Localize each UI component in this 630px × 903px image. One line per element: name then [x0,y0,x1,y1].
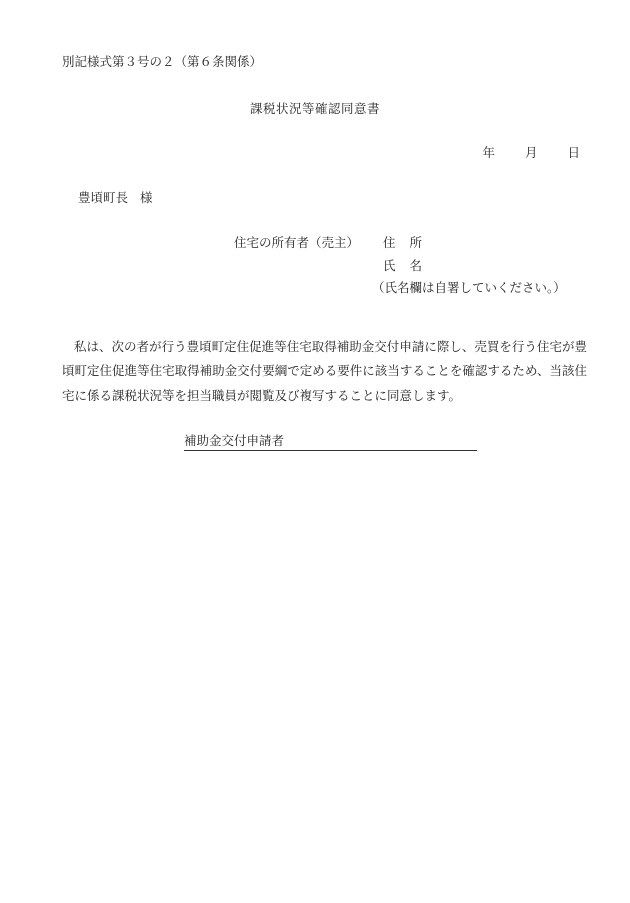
signature-note: （氏名欄は自署していください。） [372,280,566,295]
addressee-honorific: 様 [140,190,153,205]
date-line [482,147,580,160]
name-field-label: 氏 名 [383,258,423,273]
date-month-label: 月 [524,145,538,160]
addressee-name: 豊頃町長 [78,190,129,205]
applicant-label: 補助金交付申請者 [184,433,285,448]
owner-label: 住宅の所有者（売主） [234,235,360,250]
consent-statement: 私は、次の者が行う豊頃町定住促進等住宅取得補助金交付申請に際し、売買を行う住宅が豊頃町定住促進等住宅取得補助金交付要綱で定める要件に該当することを確認するため、当該住宅に係る課税状況等を担当職員が閲覧及び複写することに同意します。 [62,338,587,403]
document-title: 課税状況等確認同意書 [249,101,380,116]
addressee [78,192,153,205]
address-field-label: 住 所 [383,235,423,250]
applicant-signature-line[interactable] [184,435,477,451]
date-day-label: 日 [567,145,580,160]
form-number: 別記様式第３号の２（第６条関係） [62,54,263,69]
date-year-label: 年 [482,145,495,160]
